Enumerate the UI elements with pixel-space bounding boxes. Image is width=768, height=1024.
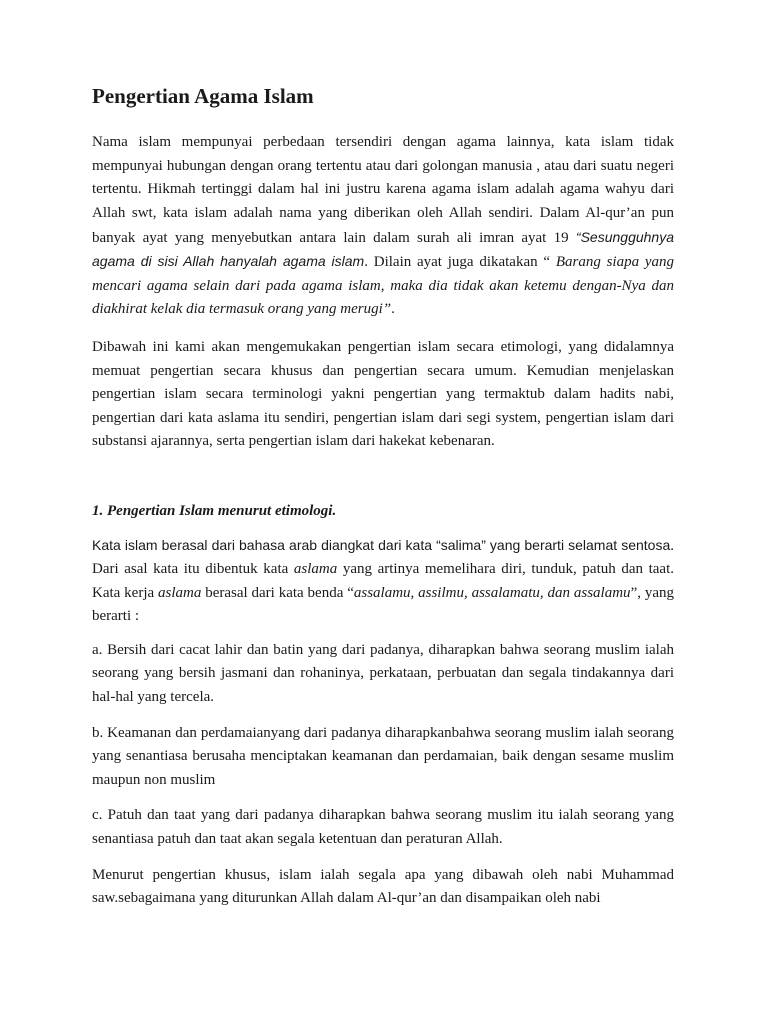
khusus-paragraph: Menurut pengertian khusus, islam ialah segala apa yang dibawah oleh nabi Muhammad saw.sebagaimana yang diturunkan Allah dalam Al-qur’an dan disampaikan oleh nabi	[92, 866, 674, 907]
etimologi-intro-e: ”, yang berarti :	[92, 584, 674, 625]
etimologi-intro-c: yang artinya memelihara diri, tunduk, patuh dan taat. Kata kerja	[92, 561, 674, 601]
etimologi-intro-a: Kata islam berasal dari bahasa arab diangkat dari kata “salima” yang berarti selamat sentosa	[92, 536, 671, 553]
quote-ali-imran-19: “Sesungguhnya agama di sisi Allah hanyalah agama islam	[92, 228, 674, 270]
etimologi-intro	[92, 534, 674, 629]
page-title: Pengertian Agama Islam	[92, 84, 314, 108]
term-aslama-2: aslama	[158, 584, 202, 601]
term-aslama-1: aslama	[293, 561, 338, 578]
overview-paragraph: Dibawah ini kami akan mengemukakan pengertian islam secara etimologi, yang didalamnya memuat pengertian secara khusus dan pengertian secara umum. Kemudian menjelaskan pengertian islam secara terminologi yakni pengertian yang termaktub dalam hadits nabi, pengertian dari kata aslama itu sendiri, pengertian islam dari segi system, pengertian islam dari substansi ajarannya, serta pengertian islam dari hakekat kebenaran.	[92, 338, 674, 450]
quote-barang-siapa: Barang siapa yang mencari agama selain dari pada agama islam, maka dia tidak akan ketemu dengan-Nya dan diakhirat kelak dia termasuk orang yang merugi”	[92, 254, 674, 318]
intro-paragraph	[92, 131, 674, 322]
section-heading-etimologi: 1. Pengertian Islam menurut etimologi.	[92, 502, 337, 519]
intro-paragraph-mid: . Dilain ayat juga dikatakan “	[364, 254, 556, 271]
document-page	[92, 84, 674, 921]
list-item-a: a. Bersih dari cacat lahir dan batin yang dari padanya, diharapkan bahwa seorang muslim ialah seorang yang bersih jasmani dan rohaninya, perkataan, perbuatan dan segala tindakannya dari hal-hal yang tercela.	[92, 641, 674, 706]
list-item-c: c. Patuh dan taat yang dari padanya diharapkan bahwa seorang muslim itu ialah seorang yang senantiasa patuh dan taat akan segala ketentuan dan peraturan Allah.	[92, 807, 674, 848]
intro-paragraph-end: .	[391, 301, 395, 318]
etimologi-intro-d: berasal dari kata benda “	[201, 584, 354, 601]
intro-paragraph-text: Nama islam mempunyai perbedaan tersendiri dengan agama lainnya, kata islam tidak mempunyai hubungan dengan orang tertentu atau dari golongan manusia , atau dari suatu negeri tertentu. Hikmah tertinggi dalam hal ini justru karena agama islam adalah agama wahyu dari Allah swt, kata islam adalah nama yang diberikan oleh Allah sendiri. Dalam Al-qur’an pun banyak ayat yang menyebutkan antara lain dalam surah ali imran ayat 19	[92, 134, 674, 246]
etimologi-intro-b: . Dari asal kata itu dibentuk kata	[92, 537, 674, 578]
list-item-b: b. Keamanan dan perdamaianyang dari padanya diharapkanbahwa seorang muslim ialah seorang yang senantiasa berusaha menciptakan keamanan dan perdamaian, baik dengan sesame muslim maupun non muslim	[92, 724, 674, 788]
term-list: assalamu, assilmu, assalamatu, dan assalamu	[353, 584, 631, 601]
